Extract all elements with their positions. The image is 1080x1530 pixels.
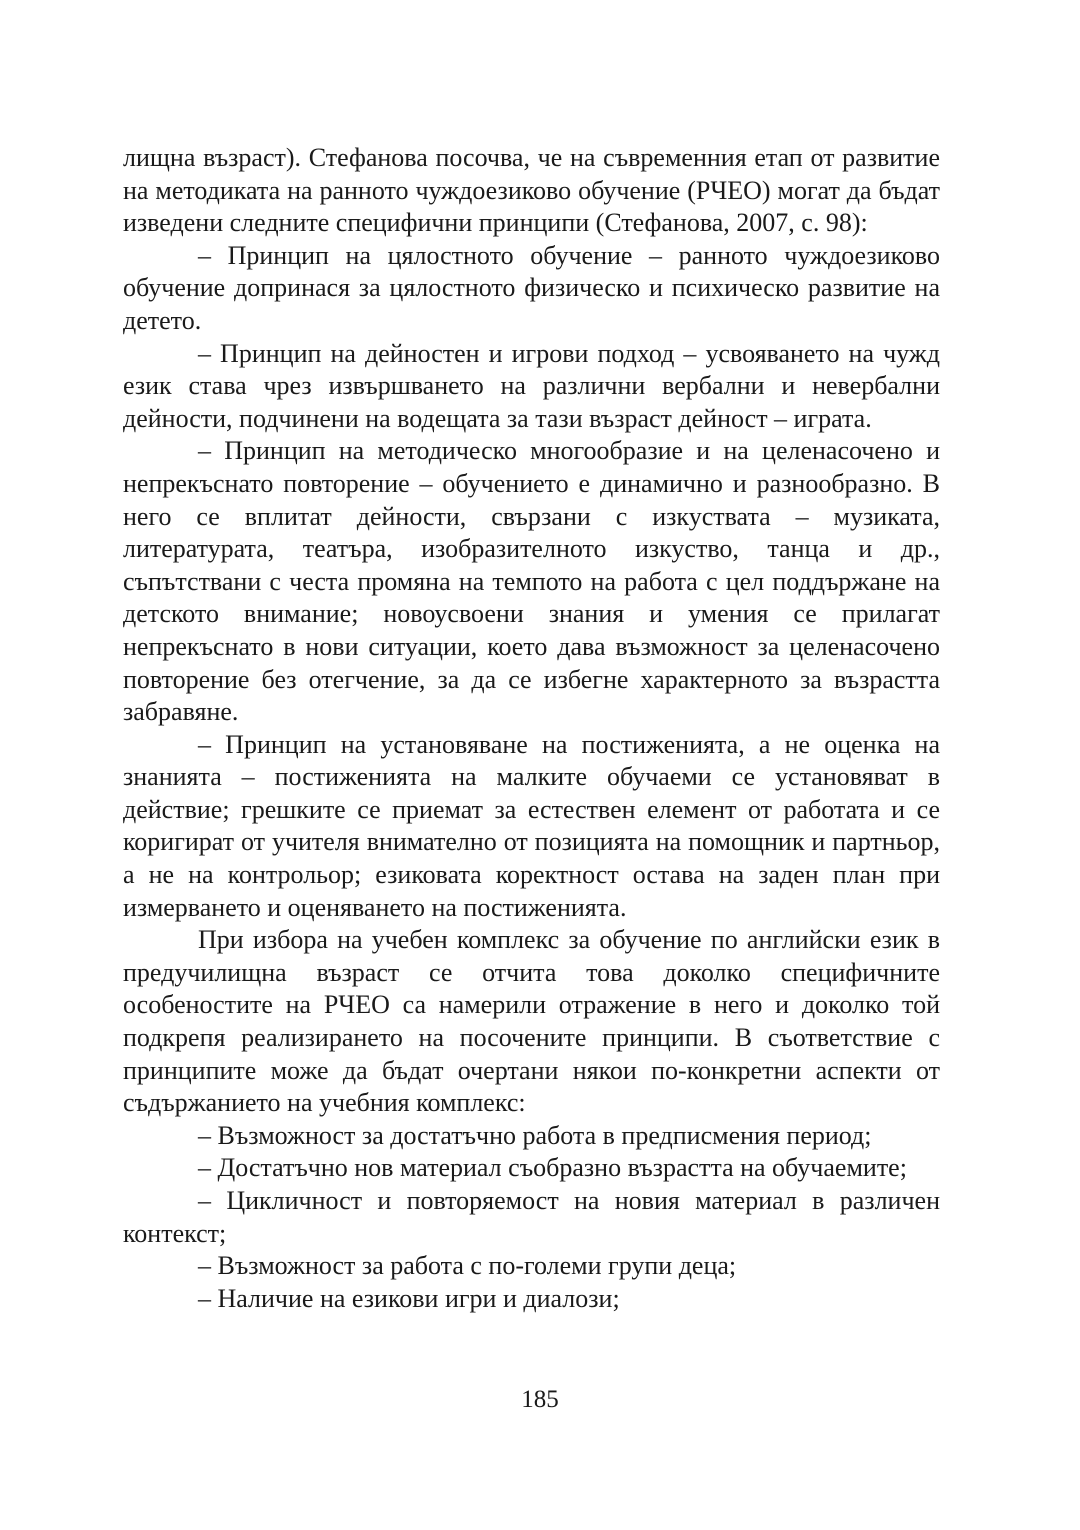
paragraph-principle-achievements: – Принцип на установяване на постиженията, а не оценка на знанията – постиженията на малките обучаеми се установяват в действие; грешките се приемат за естествен елемент от работата и се коригират от учителя внимателно от позицията на помощник и партньор, а не на контрольор; езиковата коректност остава на заден план при измерването и оценяването на постиженията. (123, 729, 940, 922)
list-item-aspect-new-material: – Достатъчно нов материал съобразно възрастта на обучаемите; (198, 1153, 907, 1183)
list-item-aspect-cyclicity: – Цикличност и повторяемост на новия материал в различен контекст; (123, 1186, 940, 1248)
list-item-aspect-games-dialogues: – Наличие на езикови игри и диалози; (198, 1283, 620, 1313)
paragraph-textbook-choice: При избора на учебен комплекс за обучение по английски език в предучилищна възраст се отчита това доколко специфичните особеностите на РЧЕО са намерили отражение в него и доколко той подкрепя реализирането на посочените принципи. В съответствие с принципите може да бъдат очертани някои по-конкретни аспекти от съдържанието на учебния комплекс: (123, 925, 940, 1118)
body-text (123, 142, 940, 1315)
paragraph-principle-methodical-diversity: – Принцип на методическо многообразие и на целенасочено и непрекъснато повторение – обучението е динамично и разнообразно. В него се вплитат дейности, свързани с изкуствата – музиката, литературата, театъра, изобразителното изкуство, танца и др., съпътствани с честа промяна на темпото на работа с цел поддържане на детското внимание; новоусвоени знания и умения се прилагат непрекъснато в нови ситуации, което дава възможност за целенасочено повторение без отегчение, за да се избегне характерното за възрастта забравяне. (123, 436, 940, 727)
page-number: 185 (521, 1386, 559, 1413)
paragraph-continuation: лищна възраст). Стефанова посочва, че на съвременния етап от развитие на методиката на ранното чуждоезиково обучение (РЧЕО) могат да бъдат изведени следните специфични принципи (Стефанова, 2007, с. 98): (123, 143, 940, 238)
list-item-aspect-large-groups: – Възможност за работа с по-големи групи деца; (198, 1251, 737, 1281)
paragraph-principle-activity-play: – Принцип на дейностен и игрови подход – усвояването на чужд език става чрез извършването на различни вербални и невербални дейности, подчинени на водещата за тази възраст дейност – играта. (123, 338, 940, 433)
list-item-aspect-prewriting: – Възможност за достатъчно работа в предписмения период; (198, 1120, 872, 1150)
paragraph-principle-holistic: – Принцип на цялостното обучение – ранното чуждоезиково обучение допринася за цялостното физическо и психическо развитие на детето. (123, 240, 940, 335)
